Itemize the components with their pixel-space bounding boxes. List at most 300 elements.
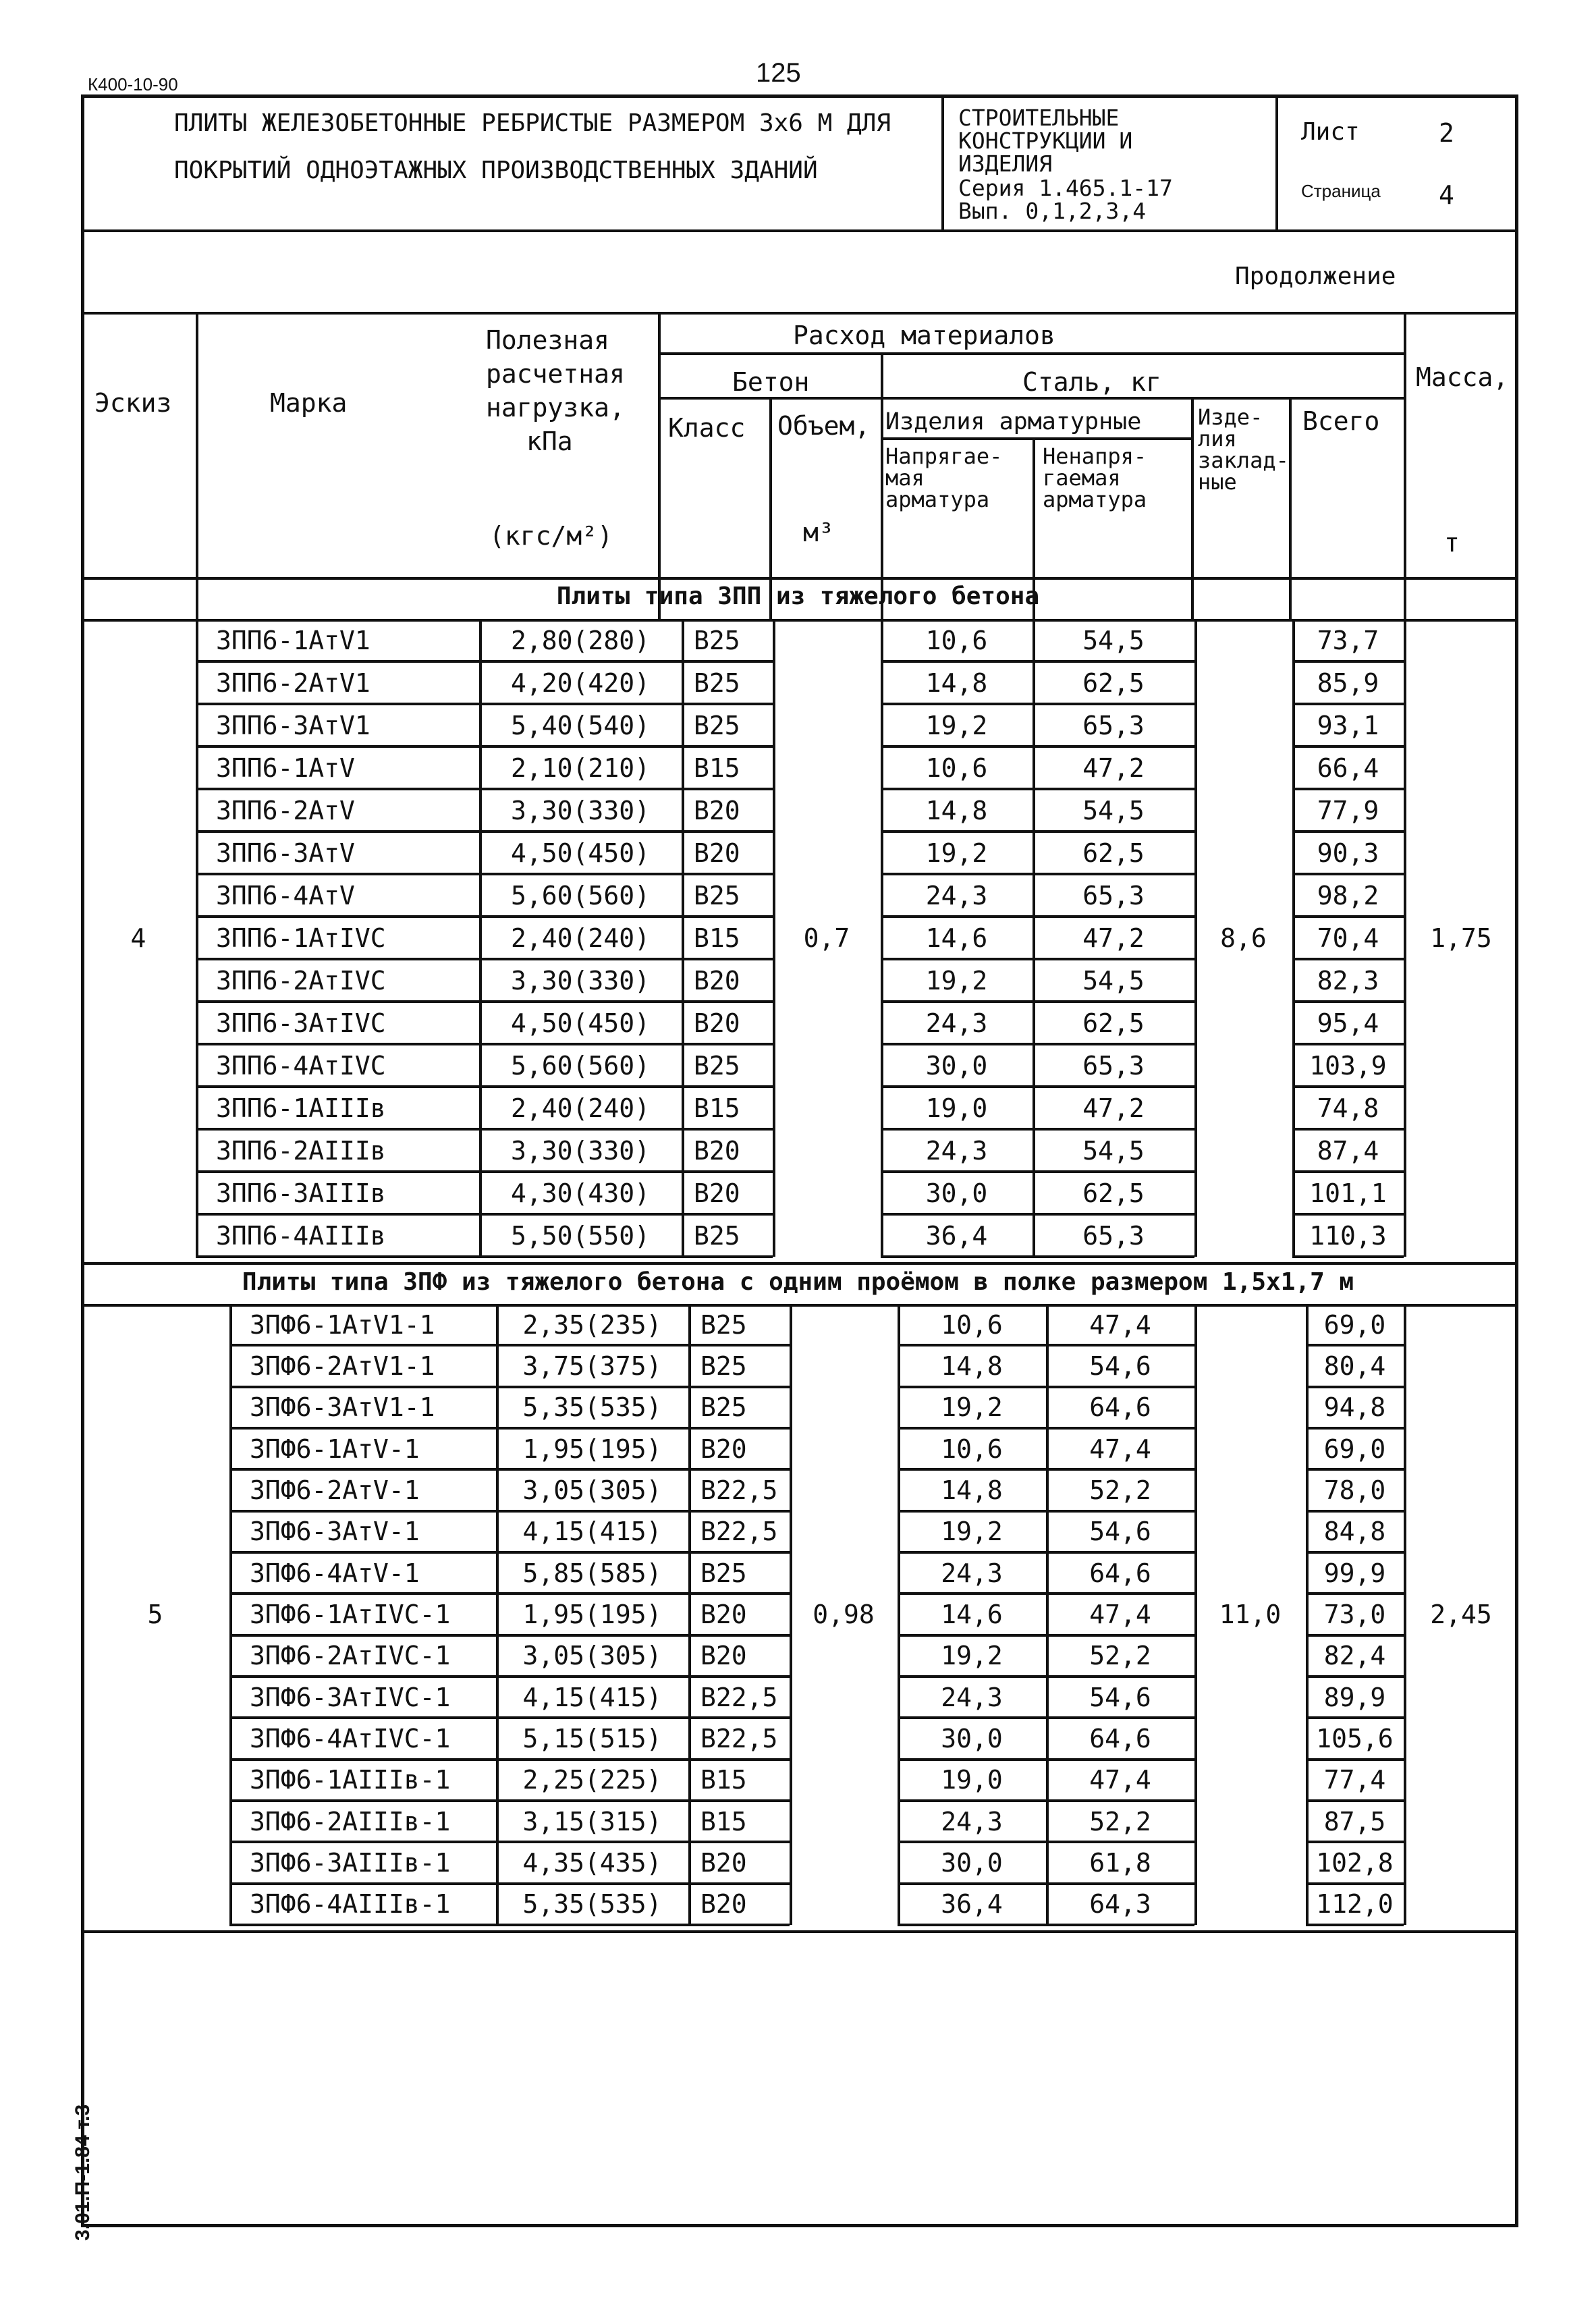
row-rule [196, 660, 773, 663]
row-nonprestressed: 54,5 [1082, 795, 1145, 825]
row-prestressed: 30,0 [941, 1724, 1003, 1753]
row-rule [881, 1043, 1194, 1045]
section-volume: 0,7 [803, 923, 850, 953]
row-rule [196, 958, 773, 960]
page-label: Страница [1301, 181, 1381, 201]
row-rule [1292, 1170, 1404, 1173]
row-class: B20 [694, 1135, 740, 1166]
col-header-load: расчетная [486, 359, 625, 389]
row-total: 70,4 [1317, 923, 1379, 953]
row-class: B22,5 [700, 1517, 778, 1547]
row-load: 2,10(210) [511, 753, 650, 783]
row-total: 101,1 [1309, 1178, 1387, 1208]
col-header-mass-unit: т [1444, 528, 1460, 557]
row-nonprestressed: 64,3 [1089, 1889, 1151, 1920]
header-rule [658, 352, 1404, 355]
section-mass: 2,45 [1430, 1600, 1492, 1629]
row-nonprestressed: 54,5 [1082, 965, 1145, 996]
section1-title: Плиты типа 3ПП из тяжелого бетона [556, 582, 1040, 610]
row-class: B20 [694, 838, 740, 868]
side-stamp: 3.01.П-1.84 т.3 [72, 2104, 94, 2241]
row-nonprestressed: 47,4 [1089, 1434, 1151, 1464]
row-load: 3,05(305) [522, 1641, 662, 1671]
row-class: B15 [700, 1806, 747, 1836]
row-prestressed: 36,4 [941, 1889, 1003, 1920]
row-load: 5,50(550) [511, 1220, 650, 1251]
document-code: К400-10-90 [88, 74, 178, 94]
row-rule [881, 1255, 1194, 1258]
row-mark: 3ПФ6-3АтIVС-1 [250, 1682, 451, 1712]
row-rule [898, 1510, 1194, 1513]
row-prestressed: 30,0 [925, 1178, 988, 1208]
row-mark: 3ПП6-2АтIVС [216, 965, 386, 996]
row-rule [229, 1675, 790, 1678]
row-prestressed: 14,8 [925, 668, 988, 698]
row-class: B20 [700, 1848, 747, 1878]
row-class: B25 [694, 625, 740, 655]
row-class: B20 [694, 795, 740, 825]
col-header-prestressed: мая [885, 465, 925, 491]
row-rule [1292, 1213, 1404, 1216]
row-class: B22,5 [700, 1682, 778, 1712]
col-header-nonprestressed: Ненапря- [1043, 443, 1147, 469]
row-prestressed: 14,6 [941, 1600, 1003, 1629]
series-line-3: ИЗДЕЛИЯ [958, 151, 1053, 177]
col-header-mark: Марка [270, 388, 348, 418]
row-total: 90,3 [1317, 838, 1379, 868]
row-rule [1292, 660, 1404, 663]
table-top-rule [81, 312, 1518, 315]
row-class: B25 [700, 1351, 747, 1381]
row-rule [881, 703, 1194, 705]
row-rule [229, 1592, 790, 1595]
row-rule [1306, 1468, 1404, 1471]
row-rule [881, 660, 1194, 663]
row-class: B20 [700, 1600, 747, 1629]
col-header-nonprestressed: гаемая [1043, 465, 1121, 491]
col-rule [881, 352, 883, 619]
row-rule [1306, 1386, 1404, 1388]
section-embedded: 8,6 [1220, 923, 1267, 953]
col-header-prestressed: Напрягае- [885, 443, 1003, 469]
row-total: 80,4 [1323, 1351, 1386, 1381]
row-nonprestressed: 61,8 [1089, 1848, 1151, 1878]
row-rule [898, 1758, 1194, 1761]
title-block-divider [941, 94, 944, 229]
row-rule [1292, 1085, 1404, 1088]
row-mark: 3ПФ6-2АтV1-1 [250, 1351, 435, 1381]
row-rule [229, 1386, 790, 1388]
row-nonprestressed: 64,6 [1089, 1392, 1151, 1423]
row-nonprestressed: 62,5 [1082, 668, 1145, 698]
row-mark: 3ПФ6-2АIIIв-1 [250, 1806, 451, 1836]
row-mark: 3ПП6-3АтIVС [216, 1008, 386, 1038]
row-mark: 3ПФ6-4АтV-1 [250, 1558, 420, 1588]
row-total: 87,5 [1323, 1806, 1386, 1836]
col-rule [229, 1304, 232, 1925]
row-rule [881, 1213, 1194, 1216]
row-rule [1306, 1882, 1404, 1885]
series-line-1: СТРОИТЕЛЬНЫЕ [958, 105, 1120, 131]
row-prestressed: 19,2 [925, 838, 988, 868]
row-mark: 3ПФ6-1АтV-1 [250, 1434, 420, 1464]
row-rule [1306, 1758, 1404, 1761]
row-class: B20 [700, 1641, 747, 1671]
row-nonprestressed: 62,5 [1082, 1178, 1145, 1208]
header-rule [881, 437, 1191, 440]
row-prestressed: 14,8 [941, 1475, 1003, 1505]
row-total: 94,8 [1323, 1392, 1386, 1423]
row-prestressed: 36,4 [925, 1220, 988, 1251]
row-rule [229, 1924, 790, 1926]
row-rule [898, 1882, 1194, 1885]
row-rule [196, 830, 773, 833]
col-rule [682, 619, 684, 1257]
row-load: 4,50(450) [511, 838, 650, 868]
col-header-embedded: ные [1198, 469, 1237, 495]
header-bottom-rule [81, 577, 1518, 580]
row-nonprestressed: 65,3 [1082, 1050, 1145, 1081]
row-load: 2,40(240) [511, 923, 650, 953]
row-class: B25 [694, 880, 740, 910]
row-mark: 3ПФ6-1АтIVС-1 [250, 1600, 451, 1629]
row-mark: 3ПП6-4АIIIв [216, 1220, 386, 1251]
title-line-2: ПОКРЫТИЙ ОДНОЭТАЖНЫХ ПРОИЗВОДСТВЕННЫХ ЗДАНИЙ [174, 157, 818, 184]
row-mark: 3ПП6-1АтV [216, 753, 355, 783]
row-load: 2,25(225) [522, 1765, 662, 1795]
row-load: 4,15(415) [522, 1517, 662, 1547]
row-total: 77,4 [1323, 1765, 1386, 1795]
row-mark: 3ПП6-3АтV1 [216, 710, 370, 740]
row-nonprestressed: 54,5 [1082, 625, 1145, 655]
row-rule [1306, 1924, 1404, 1926]
row-rule [1292, 1043, 1404, 1045]
row-mark: 3ПП6-1АтV1 [216, 625, 370, 655]
row-nonprestressed: 65,3 [1082, 710, 1145, 740]
row-rule [898, 1344, 1194, 1346]
row-rule [1292, 958, 1404, 960]
row-rule [1306, 1551, 1404, 1554]
section-embedded: 11,0 [1219, 1600, 1282, 1629]
row-class: B25 [694, 668, 740, 698]
row-total: 102,8 [1316, 1848, 1394, 1878]
col-header-materials: Расход материалов [793, 321, 1055, 350]
sheet-label: Лист [1301, 118, 1360, 146]
row-load: 4,20(420) [511, 668, 650, 698]
row-class: B25 [700, 1309, 747, 1340]
row-nonprestressed: 65,3 [1082, 880, 1145, 910]
row-load: 3,30(330) [511, 965, 650, 996]
col-rule [196, 619, 198, 1257]
row-mark: 3ПФ6-4АIIIв-1 [250, 1889, 451, 1920]
col-header-class: Класс [668, 413, 746, 443]
row-mark: 3ПП6-3АIIIв [216, 1178, 386, 1208]
col-header-nonprestressed: арматура [1043, 487, 1147, 512]
row-total: 95,4 [1317, 1008, 1379, 1038]
row-rule [898, 1427, 1194, 1430]
row-mark: 3ПП6-2АтV1 [216, 668, 370, 698]
section2-title: Плиты типа 3ПФ из тяжелого бетона с одним проёмом в полке размером 1,5х1,7 м [242, 1268, 1354, 1296]
row-rule [196, 873, 773, 875]
row-rule [1306, 1510, 1404, 1513]
row-load: 2,40(240) [511, 1093, 650, 1123]
col-header-prestressed: арматура [885, 487, 990, 512]
row-rule [898, 1841, 1194, 1843]
col-header-sketch: Эскиз [94, 388, 172, 418]
row-mark: 3ПФ6-2АтV-1 [250, 1475, 420, 1505]
row-rule [898, 1551, 1194, 1554]
row-rule [898, 1386, 1194, 1388]
col-header-load: Полезная [486, 325, 610, 355]
series-line-2: КОНСТРУКЦИИ И [958, 128, 1133, 154]
row-prestressed: 24,3 [925, 1008, 988, 1038]
row-prestressed: 14,6 [925, 923, 988, 953]
row-rule [196, 915, 773, 918]
col-header-total: Всего [1302, 406, 1380, 436]
row-load: 1,95(195) [522, 1434, 662, 1464]
col-header-embedded: заклад- [1198, 447, 1289, 473]
row-class: B15 [694, 753, 740, 783]
row-rule [229, 1841, 790, 1843]
row-rule [898, 1924, 1194, 1926]
row-rule [196, 1213, 773, 1216]
row-prestressed: 24,3 [941, 1682, 1003, 1712]
row-rule [1292, 703, 1404, 705]
row-total: 82,4 [1323, 1641, 1386, 1671]
sketch-number: 4 [130, 923, 146, 953]
row-prestressed: 10,6 [925, 753, 988, 783]
col-rule [688, 1304, 691, 1925]
row-prestressed: 14,8 [941, 1351, 1003, 1381]
row-nonprestressed: 62,5 [1082, 1008, 1145, 1038]
section-mass: 1,75 [1430, 923, 1492, 953]
row-rule [881, 1000, 1194, 1003]
row-prestressed: 14,8 [925, 795, 988, 825]
col-header-concrete: Бетон [732, 367, 810, 397]
row-rule [196, 1000, 773, 1003]
row-total: 89,9 [1323, 1682, 1386, 1712]
row-prestressed: 10,6 [941, 1434, 1003, 1464]
row-nonprestressed: 47,2 [1082, 923, 1145, 953]
row-total: 78,0 [1323, 1475, 1386, 1505]
title-line-1: ПЛИТЫ ЖЕЛЕЗОБЕТОННЫЕ РЕБРИСТЫЕ РАЗМЕРОМ 3х6 М ДЛЯ [174, 109, 891, 137]
row-nonprestressed: 52,2 [1089, 1641, 1151, 1671]
row-nonprestressed: 65,3 [1082, 1220, 1145, 1251]
col-header-mass: Масса, [1416, 362, 1509, 392]
col-header-embedded: Изде- [1198, 404, 1263, 430]
page-number: 125 [756, 58, 801, 88]
row-load: 2,35(235) [522, 1309, 662, 1340]
row-nonprestressed: 47,2 [1082, 753, 1145, 783]
row-mark: 3ПП6-4АтV [216, 880, 355, 910]
row-mark: 3ПП6-3АтV [216, 838, 355, 868]
row-rule [898, 1675, 1194, 1678]
row-rule [881, 915, 1194, 918]
row-prestressed: 19,0 [925, 1093, 988, 1123]
row-rule [1292, 788, 1404, 790]
row-total: 73,0 [1323, 1600, 1386, 1629]
row-load: 3,75(375) [522, 1351, 662, 1381]
row-rule [196, 745, 773, 748]
row-rule [1306, 1344, 1404, 1346]
row-rule [881, 1085, 1194, 1088]
row-load: 5,15(515) [522, 1724, 662, 1753]
row-rule [1292, 915, 1404, 918]
row-mark: 3ПФ6-2АтIVС-1 [250, 1641, 451, 1671]
row-total: 82,3 [1317, 965, 1379, 996]
row-total: 112,0 [1316, 1889, 1394, 1920]
row-prestressed: 19,2 [941, 1392, 1003, 1423]
row-nonprestressed: 54,6 [1089, 1682, 1151, 1712]
row-load: 4,30(430) [511, 1178, 650, 1208]
section-volume: 0,98 [813, 1600, 875, 1629]
row-class: B25 [694, 1050, 740, 1081]
row-class: B20 [700, 1434, 747, 1464]
row-nonprestressed: 47,4 [1089, 1765, 1151, 1795]
row-total: 69,0 [1323, 1309, 1386, 1340]
row-rule [898, 1468, 1194, 1471]
row-class: B20 [694, 1008, 740, 1038]
row-prestressed: 30,0 [941, 1848, 1003, 1878]
row-total: 99,9 [1323, 1558, 1386, 1588]
row-rule [881, 788, 1194, 790]
row-total: 69,0 [1323, 1434, 1386, 1464]
row-class: B15 [694, 1093, 740, 1123]
row-nonprestressed: 64,6 [1089, 1724, 1151, 1753]
row-rule [229, 1758, 790, 1761]
row-class: B25 [694, 710, 740, 740]
row-class: B15 [694, 923, 740, 953]
row-prestressed: 19,2 [941, 1517, 1003, 1547]
row-mark: 3ПФ6-4АтIVС-1 [250, 1724, 451, 1753]
series-line-4: Серия 1.465.1-17 [958, 175, 1173, 201]
row-rule [1292, 745, 1404, 748]
row-rule [881, 958, 1194, 960]
row-load: 3,05(305) [522, 1475, 662, 1505]
title-block-divider [1275, 94, 1278, 229]
row-total: 74,8 [1317, 1093, 1379, 1123]
row-rule [229, 1882, 790, 1885]
row-rule [196, 1128, 773, 1131]
section2-title-top-rule [81, 1262, 1518, 1265]
row-rule [898, 1799, 1194, 1802]
row-prestressed: 24,3 [925, 1135, 988, 1166]
row-mark: 3ПФ6-3АтV1-1 [250, 1392, 435, 1423]
col-rule [196, 312, 198, 619]
row-rule [1306, 1427, 1404, 1430]
row-nonprestressed: 54,6 [1089, 1351, 1151, 1381]
row-rule [229, 1427, 790, 1430]
row-mark: 3ПП6-2АIIIв [216, 1135, 386, 1166]
row-mark: 3ПФ6-1АтV1-1 [250, 1309, 435, 1340]
row-rule [881, 1170, 1194, 1173]
row-nonprestressed: 54,6 [1089, 1517, 1151, 1547]
row-load: 2,80(280) [511, 625, 650, 655]
row-rule [1306, 1799, 1404, 1802]
row-rule [229, 1634, 790, 1637]
row-load: 5,35(535) [522, 1392, 662, 1423]
row-rule [1292, 830, 1404, 833]
row-load: 3,15(315) [522, 1806, 662, 1836]
col-rule [1404, 312, 1406, 619]
row-total: 85,9 [1317, 668, 1379, 698]
row-rule [1292, 1000, 1404, 1003]
row-load: 5,35(535) [522, 1889, 662, 1920]
col-header-steel: Сталь, кг [1022, 367, 1161, 397]
row-rule [229, 1510, 790, 1513]
row-load: 5,60(560) [511, 1050, 650, 1081]
row-nonprestressed: 64,6 [1089, 1558, 1151, 1588]
col-rule [658, 312, 661, 619]
row-mark: 3ПФ6-3АIIIв-1 [250, 1848, 451, 1878]
col-header-load-unit-alt: (кгс/м²) [489, 521, 613, 551]
row-rule [1306, 1841, 1404, 1843]
row-nonprestressed: 47,2 [1082, 1093, 1145, 1123]
row-prestressed: 19,2 [925, 965, 988, 996]
row-rule [229, 1799, 790, 1802]
row-rule [898, 1634, 1194, 1637]
page-value: 4 [1439, 180, 1454, 210]
row-load: 3,30(330) [511, 795, 650, 825]
row-nonprestressed: 52,2 [1089, 1475, 1151, 1505]
col-header-embedded: лия [1198, 426, 1237, 452]
row-total: 110,3 [1309, 1220, 1387, 1251]
row-rule [229, 1468, 790, 1471]
row-load: 5,60(560) [511, 880, 650, 910]
row-nonprestressed: 54,5 [1082, 1135, 1145, 1166]
row-rule [881, 873, 1194, 875]
row-class: B20 [700, 1889, 747, 1920]
row-mark: 3ПП6-1АIIIв [216, 1093, 386, 1123]
section2-title-bottom-rule [81, 1304, 1518, 1307]
row-total: 77,9 [1317, 795, 1379, 825]
row-total: 98,2 [1317, 880, 1379, 910]
row-rule [881, 1128, 1194, 1131]
col-header-load: нагрузка, [486, 393, 625, 423]
row-total: 93,1 [1317, 710, 1379, 740]
row-load: 5,40(540) [511, 710, 650, 740]
row-rule [1292, 873, 1404, 875]
row-mark: 3ПП6-4АтIVС [216, 1050, 386, 1081]
row-prestressed: 19,2 [941, 1641, 1003, 1671]
sketch-number: 5 [147, 1600, 163, 1629]
row-total: 105,6 [1316, 1724, 1394, 1753]
row-rule [1306, 1634, 1404, 1637]
row-load: 5,85(585) [522, 1558, 662, 1588]
row-rule [229, 1551, 790, 1554]
row-load: 4,50(450) [511, 1008, 650, 1038]
row-rule [229, 1716, 790, 1719]
col-header-volume: Объем, [777, 411, 871, 441]
row-rule [196, 788, 773, 790]
row-class: B20 [694, 1178, 740, 1208]
row-total: 87,4 [1317, 1135, 1379, 1166]
title-block-bottom-rule [81, 229, 1518, 232]
continuation-label: Продолжение [1235, 263, 1396, 290]
row-rule [881, 830, 1194, 833]
row-nonprestressed: 47,4 [1089, 1309, 1151, 1340]
row-rule [196, 1085, 773, 1088]
row-rule [196, 1170, 773, 1173]
row-nonprestressed: 62,5 [1082, 838, 1145, 868]
row-load: 3,30(330) [511, 1135, 650, 1166]
row-prestressed: 19,2 [925, 710, 988, 740]
row-rule [1292, 1128, 1404, 1131]
row-rule [898, 1716, 1194, 1719]
row-load: 1,95(195) [522, 1600, 662, 1629]
series-line-5: Вып. 0,1,2,3,4 [958, 198, 1147, 224]
row-mark: 3ПФ6-3АтV-1 [250, 1517, 420, 1547]
